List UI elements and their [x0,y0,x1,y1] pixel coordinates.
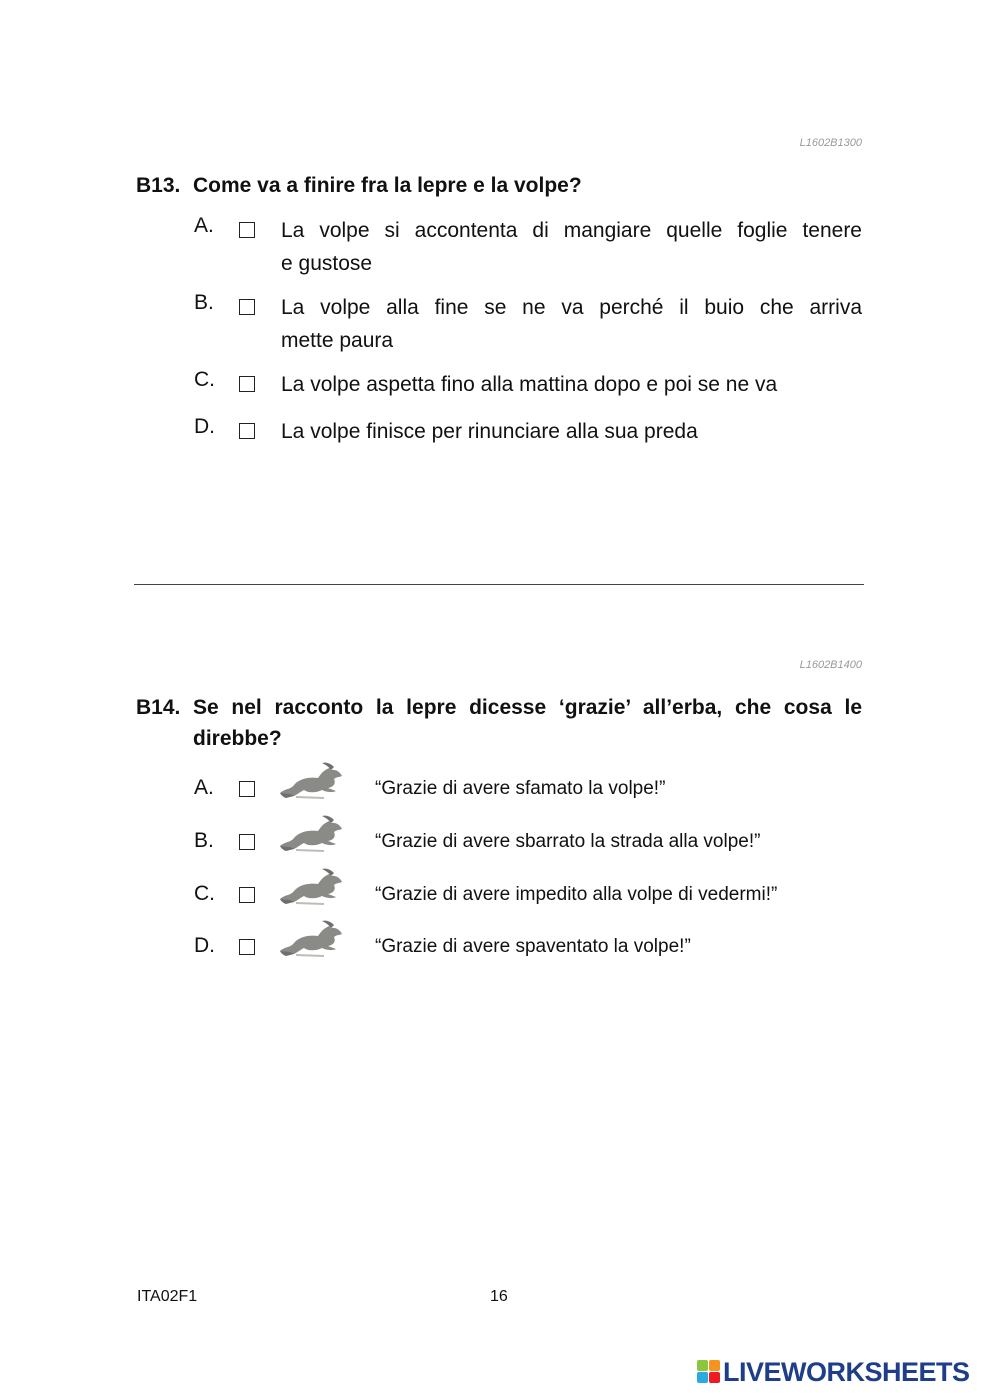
option-text [281,291,862,357]
option-text: La volpe finisce per rinunciare alla sua preda [281,420,698,443]
option-text-line: La volpe alla fine se ne va perché il buio che arriva [281,296,862,319]
checkbox-b14-a[interactable] [239,781,255,797]
hare-icon [276,918,348,958]
page-number: 16 [490,1288,508,1305]
liveworksheets-logo [697,1357,970,1387]
question-text-b14 [193,692,862,754]
option-letter: C. [194,368,215,391]
option-text [281,214,862,280]
item-code-b14: L1602B1400 [799,659,862,671]
question-line: direbbe? [193,727,282,750]
hare-icon [276,813,348,853]
option-letter: B. [194,829,214,852]
question-number-b13: B13. [136,174,181,197]
option-letter: A. [194,214,214,237]
option-text-line: e gustose [281,252,373,275]
option-letter: B. [194,291,214,314]
option-text: “Grazie di avere sbarrato la strada alla volpe!” [375,831,761,852]
option-text: “Grazie di avere sfamato la volpe!” [375,778,666,799]
checkbox-b14-d[interactable] [239,939,255,955]
checkbox-b13-c[interactable] [239,376,255,392]
option-text: “Grazie di avere spaventato la volpe!” [375,936,691,957]
checkbox-b14-c[interactable] [239,887,255,903]
option-letter: D. [194,934,215,957]
checkbox-b13-b[interactable] [239,299,255,315]
section-divider [134,584,864,585]
question-line: Se nel racconto la lepre dicesse ‘grazie’ all’erba, che cosa le [193,696,862,719]
option-text: “Grazie di avere impedito alla volpe di vedermi!” [375,884,778,905]
checkbox-b14-b[interactable] [239,834,255,850]
option-letter: D. [194,415,215,438]
option-letter: A. [194,776,214,799]
brand-mark-icon [697,1360,721,1384]
question-text-b13: Come va a finire fra la lepre e la volpe? [193,174,582,197]
option-text-line: La volpe si accontenta di mangiare quelle foglie tenere [281,219,862,242]
hare-icon [276,760,348,800]
brand-name: LIVEWORKSHEETS [723,1356,970,1387]
checkbox-b13-d[interactable] [239,423,255,439]
option-letter: C. [194,882,215,905]
document-code: ITA02F1 [137,1288,198,1305]
option-text-line: mette paura [281,329,394,352]
hare-icon [276,866,348,906]
item-code-b13: L1602B1300 [799,137,862,149]
option-text: La volpe aspetta fino alla mattina dopo e poi se ne va [281,373,778,396]
checkbox-b13-a[interactable] [239,222,255,238]
question-number-b14: B14. [136,696,181,719]
